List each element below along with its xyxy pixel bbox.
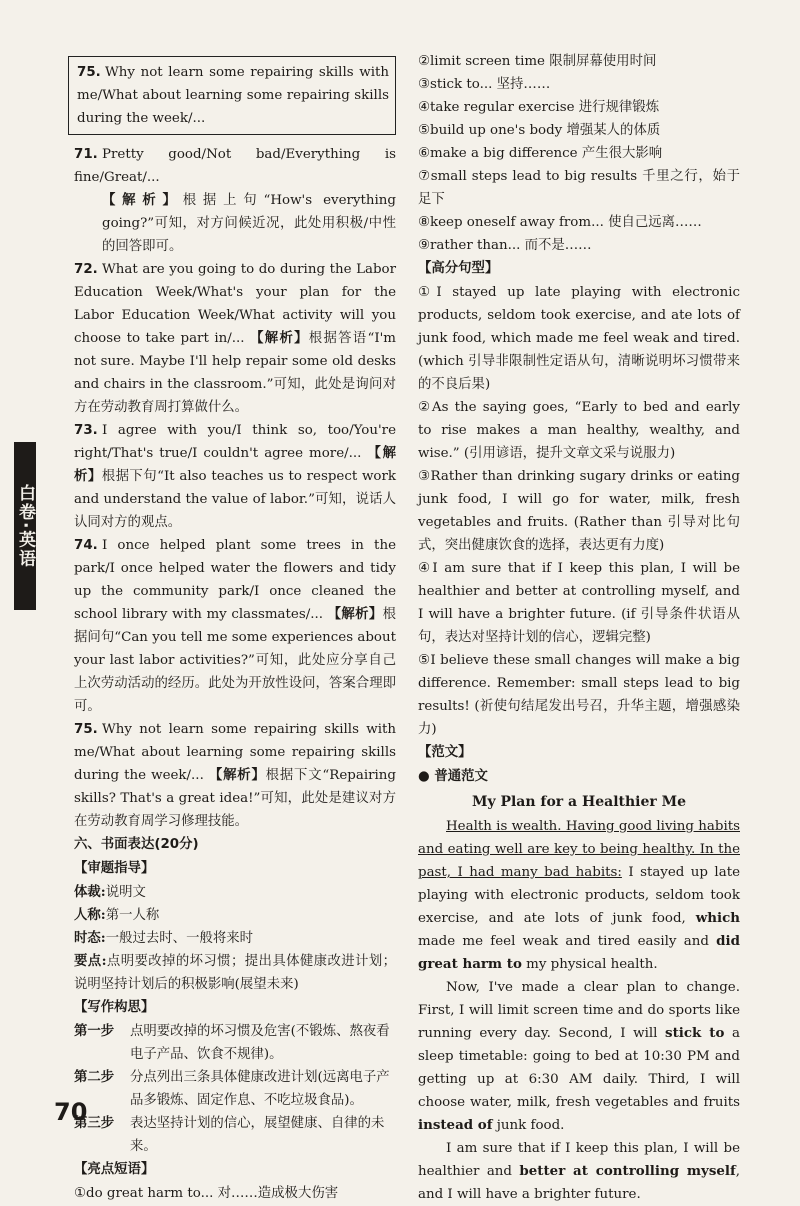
sentence-item: ②As the saying goes, “Early to bed and early to rise makes a man healthy, wealthy, and wise.” (引用谚语，提升文章文采与说服力)	[418, 400, 740, 461]
essay-paragraph-2: Now, I've made a clear plan to change. First, I will limit screen time and do sports like running every day. Second, I will stick to a sleep timetable: going to bed at 10:30 PM and getting up at 6:30 AM daily. Third, I will choose water, milk, fresh vegetables and fruits instead of junk food.	[418, 980, 740, 1133]
answer-71: 71. Pretty good/Not bad/Everything is fine/Great/... 【解析】根据上句“How's everything going?”可知，对方问候近况，此处用积极/中性的回答即可。	[74, 147, 396, 254]
page-number: 70	[54, 1098, 88, 1126]
box-number: 75.	[77, 65, 101, 80]
phrase-heading: 【亮点短语】	[74, 1162, 155, 1177]
step-3: 第三步 表达坚持计划的信心，展望健康、自律的未来。	[74, 1116, 385, 1154]
phrase-item: ⑨rather than... 而不是……	[418, 238, 592, 253]
sample-heading: 【范文】	[418, 745, 472, 760]
section-title: 六、书面表达(20分)	[74, 837, 199, 852]
answer-73: 73. I agree with you/I think so, too/You're right/That's true/I couldn't agree more/... 【解析】根据下句“It also teaches us to respect work and understand the value of labor.”可知，说话人认同对方的观点。	[74, 423, 396, 530]
idea-heading: 【写作构思】	[74, 1000, 155, 1015]
answer-75: 75. Why not learn some repairing skills with me/What about learning some repairing skills during the week/... 【解析】根据下文“Repairing skills? That's a great idea!”可知，此处是建议对方在劳动教育周学习修理技能。	[74, 722, 396, 829]
essay-title: My Plan for a Healthier Me	[471, 794, 687, 810]
left-column	[74, 56, 396, 1205]
phrase-item: ⑦small steps lead to big results 千里之行，始于足下	[418, 169, 740, 207]
phrase-item: ④take regular exercise 进行规律锻炼	[418, 100, 660, 115]
review-heading: 【审题指导】	[74, 861, 155, 876]
sentence-item: ③Rather than drinking sugary drinks or eating junk food, I will go for water, milk, fresh vegetables and fruits. (Rather than 引导对比句式，突出健康饮食的选择，表达更有力度)	[418, 469, 740, 553]
phrase-item: ⑤build up one's body 增强某人的体质	[418, 123, 661, 138]
phrase-item: ⑥make a big difference 产生很大影响	[418, 146, 663, 161]
phrase-item: ②limit screen time 限制屏幕使用时间	[418, 54, 657, 69]
side-tab: 白卷·英语	[14, 442, 36, 610]
review-points: 要点:点明要改掉的坏习惯；提出具体健康改进计划；说明坚持计划后的积极影响(展望未来)	[74, 953, 396, 992]
answer-box	[68, 56, 396, 135]
review-genre: 体裁:说明文	[74, 884, 146, 900]
phrase-item: ③stick to... 坚持……	[418, 77, 551, 92]
answer-72: 72. What are you going to do during the Labor Education Week/What's your plan for the Labor Education Week/What activity will you choose to take part in/... 【解析】根据答语“I'm not sure. Maybe I'll help repair some old desks and chairs in the classroom.”可知，此处是询问对方在劳动教育周打算做什么。	[74, 262, 396, 415]
sentence-item: ④I am sure that if I keep this plan, I will be healthier and better at controlling myself, and I will have a brighter future. (if 引导条件状语从句，表达对坚持计划的信心，逻辑完整)	[418, 561, 740, 645]
sentence-heading: 【高分句型】	[418, 261, 499, 276]
phrase-item: ⑧keep oneself away from... 使自己远离……	[418, 215, 702, 230]
essay-paragraph-1: Health is wealth. Having good living habits and eating well are key to being healthy. In the past, I had many bad habits: I stayed up late playing with electronic products, seldom took exercise, and ate lots of junk food, which made me feel weak and tired easily and did great harm to my physical health.	[418, 819, 740, 972]
step-1: 第一步 点明要改掉的坏习惯及危害(不锻炼、熬夜看电子产品、饮食不规律)。	[74, 1024, 390, 1062]
phrase-item: ①do great harm to... 对……造成极大伤害	[74, 1186, 339, 1201]
sentence-item: ⑤I believe these small changes will make a big difference. Remember: small steps lead to big results! (祈使句结尾发出号召，升华主题，增强感染力)	[418, 653, 740, 737]
right-column	[418, 50, 740, 1206]
sample-subheading: ● 普通范文	[418, 769, 488, 784]
answer-74: 74. I once helped plant some trees in the park/I once helped water the flowers and tidy up the community park/I once cleaned the school library with my classmates/... 【解析】根据问句“Can you tell me some experiences about your last labor activities?”可知，此处应分享自己上次劳动活动的经历。此处为开放性设问，答案合理即可。	[74, 538, 397, 714]
box-text: Why not learn some repairing skills with me/What about learning some repairing skills during the week/...	[77, 65, 389, 126]
step-2: 第二步 分点列出三条具体健康改进计划(远离电子产品多锻炼、固定作息、不吃垃圾食品)。	[74, 1070, 390, 1108]
review-person: 人称:第一人称	[74, 907, 160, 923]
sentence-item: ①I stayed up late playing with electronic products, seldom took exercise, and ate lots of junk food, which made me feel weak and tired. (which 引导非限制性定语从句，清晰说明坏习惯带来的不良后果)	[418, 285, 740, 392]
essay-paragraph-3: I am sure that if I keep this plan, I will be healthier and better at controlling myself, and I will have a brighter future.	[418, 1141, 741, 1202]
review-tense: 时态:一般过去时、一般将来时	[74, 930, 254, 946]
